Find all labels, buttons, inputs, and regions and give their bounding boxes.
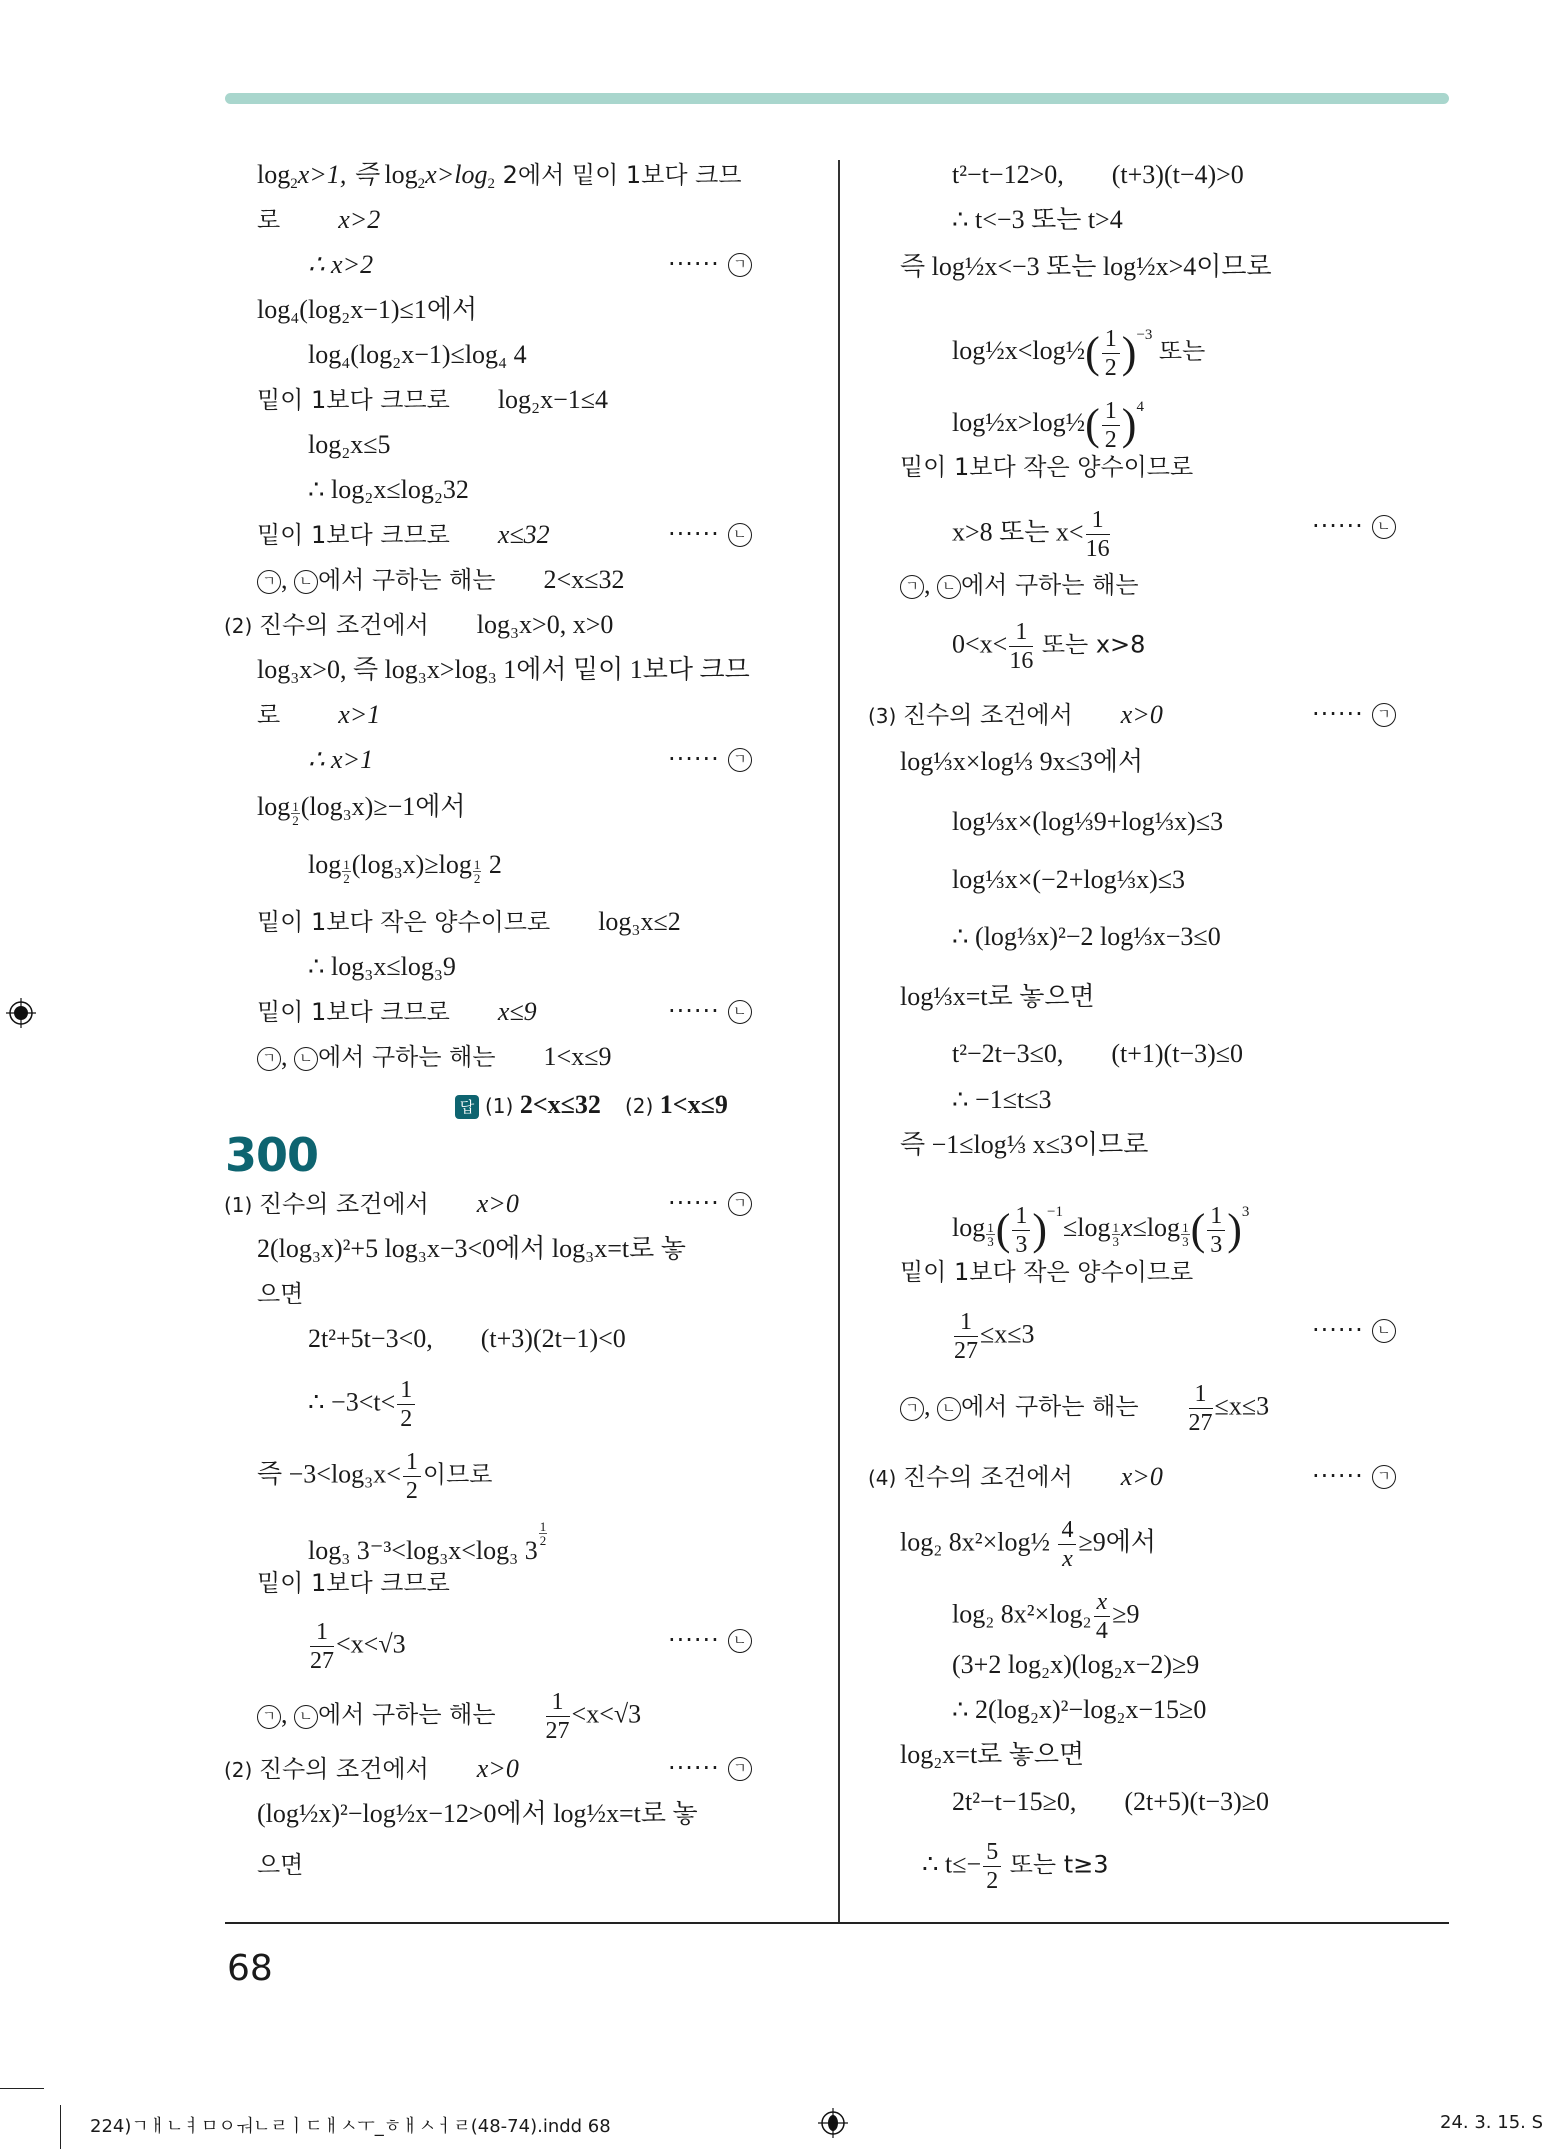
sub-problem-header: (3) 진수의 조건에서 x>0 [868, 700, 1163, 729]
solution-line: log⅓x×log⅓ 9x≤3에서 [900, 747, 1144, 776]
solution-line: 즉 −1≤log⅓ x≤3이므로 [900, 1130, 1149, 1159]
solution-line: ∴ t≤− $\frac{5}{2}$ 또는 t≥3 [922, 1839, 1109, 1894]
sub-problem-header: (2) 진수의 조건에서 x>0 [224, 1754, 519, 1783]
footer-rule [225, 1922, 1449, 1924]
solution-line: log $\frac{1}{2}$ (log₃x)≥−1에서 [257, 792, 466, 828]
solution-line: log⅓x×(log⅓9+log⅓x)≤3 [952, 807, 1224, 836]
solution-line: log⅓x=t로 놓으면 [900, 982, 1095, 1011]
solution-line: 으면 [257, 1280, 304, 1308]
solution-line: 2t²−t−15≥0, (2t+5)(t−3)≥0 [952, 1787, 1270, 1816]
circled-giyeok-icon: ㄱ [728, 253, 752, 277]
condition-marker: ······ ㄱ [668, 745, 752, 773]
circled-giyeok-icon: ㄱ [728, 1192, 752, 1216]
solution-line: (3+2 log₂x)(log₂x−2)≥9 [952, 1650, 1200, 1679]
solution-line: ㄱ , ㄴ 에서 구하는 해는 $\frac{1}{27}$ <x<√3 [257, 1690, 641, 1743]
solution-line: 밑이 1보다 작은 양수이므로 [900, 1258, 1194, 1286]
circled-giyeok-icon: ㄱ [1372, 1465, 1396, 1489]
solution-line: 밑이 1보다 작은 양수이므로 [900, 453, 1194, 481]
column-divider [838, 160, 840, 1924]
solution-line: ㄱ , ㄴ 에서 구하는 해는 2<x≤32 [257, 563, 624, 597]
solution-line: log½x<log½( $\frac{1}{2}$ )$^{-3}$ 또는 [952, 325, 1206, 381]
solution-line: 으면 [257, 1851, 304, 1879]
circled-nieun-icon: ㄴ [294, 1705, 318, 1729]
solution-line: ∴ log₃x≤log₃9 [308, 952, 456, 981]
condition-marker: ······ ㄴ [668, 1626, 752, 1654]
solution-line: 밑이 1보다 크므로 log₂x−1≤4 [257, 385, 609, 414]
footer-filename: 224)ㄱㅐㄴㅕㅁㅇㅝㄴㄹㅣㄷㅐㅅㅜ_ㅎㅐㅅㅓㄹ(48-74).indd 68 [90, 2116, 611, 2137]
solution-line: log₄(log₂x−1)≤log₄ 4 [308, 340, 527, 369]
solution-line: x>8 또는 x< $\frac{1}{16}$ [952, 507, 1110, 562]
circled-nieun-icon: ㄴ [937, 575, 961, 599]
circled-nieun-icon: ㄴ [728, 1000, 752, 1024]
solution-line: ∴ (log⅓x)²−2 log⅓x−3≤0 [952, 922, 1221, 951]
solution-line: log₂x=t로 놓으면 [900, 1740, 1085, 1769]
sub-problem-header: (2) 진수의 조건에서 log₃x>0, x>0 [224, 610, 614, 639]
footer-date: 24. 3. 15. S [1440, 2112, 1544, 2133]
solution-line: log₂ 8x²×log½ $\frac{4}{x}$ ≥9에서 [900, 1517, 1156, 1572]
condition-marker: ······ ㄱ [668, 1754, 752, 1782]
solution-line: 밑이 1보다 크므로 x≤32 [257, 520, 550, 549]
solution-line: 로 x>1 [257, 700, 381, 729]
condition-marker: ······ ㄱ [668, 250, 752, 278]
crop-mark [0, 2088, 44, 2089]
solution-line: ∴ x>1 [308, 745, 374, 774]
solution-line: 밑이 1보다 크므로 x≤9 [257, 997, 537, 1026]
solution-line: t²−2t−3≤0, (t+1)(t−3)≤0 [952, 1039, 1244, 1068]
circled-nieun-icon: ㄴ [1372, 1319, 1396, 1343]
condition-marker: ······ ㄴ [1312, 512, 1396, 540]
solution-line: log₃x>0, 즉 log₃x>log₃ 1에서 밑이 1보다 크므 [257, 655, 750, 684]
solution-line: ∴ log₂x≤log₂32 [308, 475, 469, 504]
circled-giyeok-icon: ㄱ [728, 748, 752, 772]
sub-problem-header: (4) 진수의 조건에서 x>0 [868, 1462, 1163, 1491]
sub-problem-header: (1) 진수의 조건에서 x>0 [224, 1189, 519, 1218]
circled-nieun-icon: ㄴ [937, 1397, 961, 1421]
solution-line: ㄱ , ㄴ 에서 구하는 해는 1<x≤9 [257, 1040, 611, 1074]
page-number: 68 [227, 1948, 273, 1989]
condition-marker: ······ ㄴ [1312, 1316, 1396, 1344]
circled-nieun-icon: ㄴ [294, 570, 318, 594]
solution-line: $\frac{1}{27}$ ≤x≤3 [954, 1309, 1035, 1364]
solution-line: log₄(log₂x−1)≤1에서 [257, 295, 478, 324]
condition-marker: ······ ㄱ [1312, 700, 1396, 728]
solution-line: log₂ 8x²×log₂ $\frac{x}{4}$ ≥9 [952, 1589, 1140, 1644]
solution-line: t²−t−12>0, (t+3)(t−4)>0 [952, 160, 1244, 189]
solution-line: ㄱ , ㄴ 에서 구하는 해는 [900, 568, 1139, 602]
circled-giyeok-icon: ㄱ [257, 1047, 281, 1071]
solution-line: log₃ 3⁻³<log₃x<log₃ 3 $\frac{1}{2}$ [308, 1519, 547, 1565]
solution-line: 0<x< $\frac{1}{16}$ 또는 x>8 [952, 619, 1146, 674]
solution-line: $\log_2x>1$, 즉 $\log_2x>\log_2$ 2에서 밑이 1보다 크므 [257, 160, 742, 192]
crop-mark [60, 2105, 61, 2149]
solution-line: 밑이 1보다 작은 양수이므로 log₃x≤2 [257, 907, 681, 936]
solution-line: 2t²+5t−3<0, (t+3)(2t−1)<0 [308, 1324, 626, 1353]
header-accent-bar [225, 93, 1449, 104]
circled-nieun-icon: ㄴ [1372, 515, 1396, 539]
circled-giyeok-icon: ㄱ [257, 1705, 281, 1729]
answer-line: 답 (1) 2<x≤32 (2) 1<x≤9 [455, 1088, 728, 1123]
solution-line: 즉 −3<log₃x< $\frac{1}{2}$ 이므로 [257, 1449, 493, 1504]
circled-giyeok-icon: ㄱ [1372, 703, 1396, 727]
solution-line: ∴ 2(log₂x)²−log₂x−15≥0 [952, 1695, 1207, 1724]
circled-nieun-icon: ㄴ [728, 1629, 752, 1653]
solution-line: ∴ t<−3 또는 t>4 [952, 205, 1123, 234]
solution-line: log½x>log½( $\frac{1}{2}$ )$^4$ [952, 397, 1144, 453]
circled-giyeok-icon: ㄱ [900, 575, 924, 599]
circled-giyeok-icon: ㄱ [900, 1397, 924, 1421]
solution-line: log₂x≤5 [308, 430, 391, 459]
solution-line: 로 x>2 [257, 205, 381, 234]
registration-mark-icon [818, 2108, 848, 2138]
solution-line: ∴ −1≤t≤3 [952, 1085, 1052, 1114]
condition-marker: ······ ㄱ [1312, 1462, 1396, 1490]
condition-marker: ······ ㄴ [668, 520, 752, 548]
circled-giyeok-icon: ㄱ [257, 570, 281, 594]
solution-line: 밑이 1보다 크므로 [257, 1569, 450, 1597]
solution-line: (log½x)²−log½x−12>0에서 log½x=t로 놓 [257, 1799, 698, 1828]
registration-mark-icon [6, 998, 36, 1028]
solution-line: log⅓x×(−2+log⅓x)≤3 [952, 865, 1186, 894]
circled-nieun-icon: ㄴ [294, 1047, 318, 1071]
solution-line: 2(log₃x)²+5 log₃x−3<0에서 log₃x=t로 놓 [257, 1234, 686, 1263]
solution-line: $\frac{1}{27}$ <x<√3 [310, 1619, 406, 1674]
solution-line: 즉 log½x<−3 또는 log½x>4이므로 [900, 252, 1272, 281]
solution-line: ∴ x>2 [308, 250, 374, 279]
solution-line: log $\frac{1}{2}$ (log₃x)≥log $\frac{1}{2}$ 2 [308, 850, 502, 886]
solution-line: ㄱ , ㄴ 에서 구하는 해는 $\frac{1}{27}$ ≤x≤3 [900, 1382, 1269, 1435]
condition-marker: ······ ㄴ [668, 997, 752, 1025]
answer-badge-icon: 답 [455, 1095, 479, 1119]
circled-giyeok-icon: ㄱ [728, 1757, 752, 1781]
problem-number: 300 [225, 1128, 319, 1182]
condition-marker: ······ ㄱ [668, 1189, 752, 1217]
circled-nieun-icon: ㄴ [728, 523, 752, 547]
solution-line: ∴ −3<t< $\frac{1}{2}$ [308, 1378, 417, 1431]
solution-line: log $\frac{1}{3}$ ( $\frac{1}{3}$ )$^{-1}$≤log $\frac{1}{3}$ x≤log $\frac{1}{3}$ ( $\frac{1}{3}$ )$^3$ [952, 1202, 1250, 1258]
